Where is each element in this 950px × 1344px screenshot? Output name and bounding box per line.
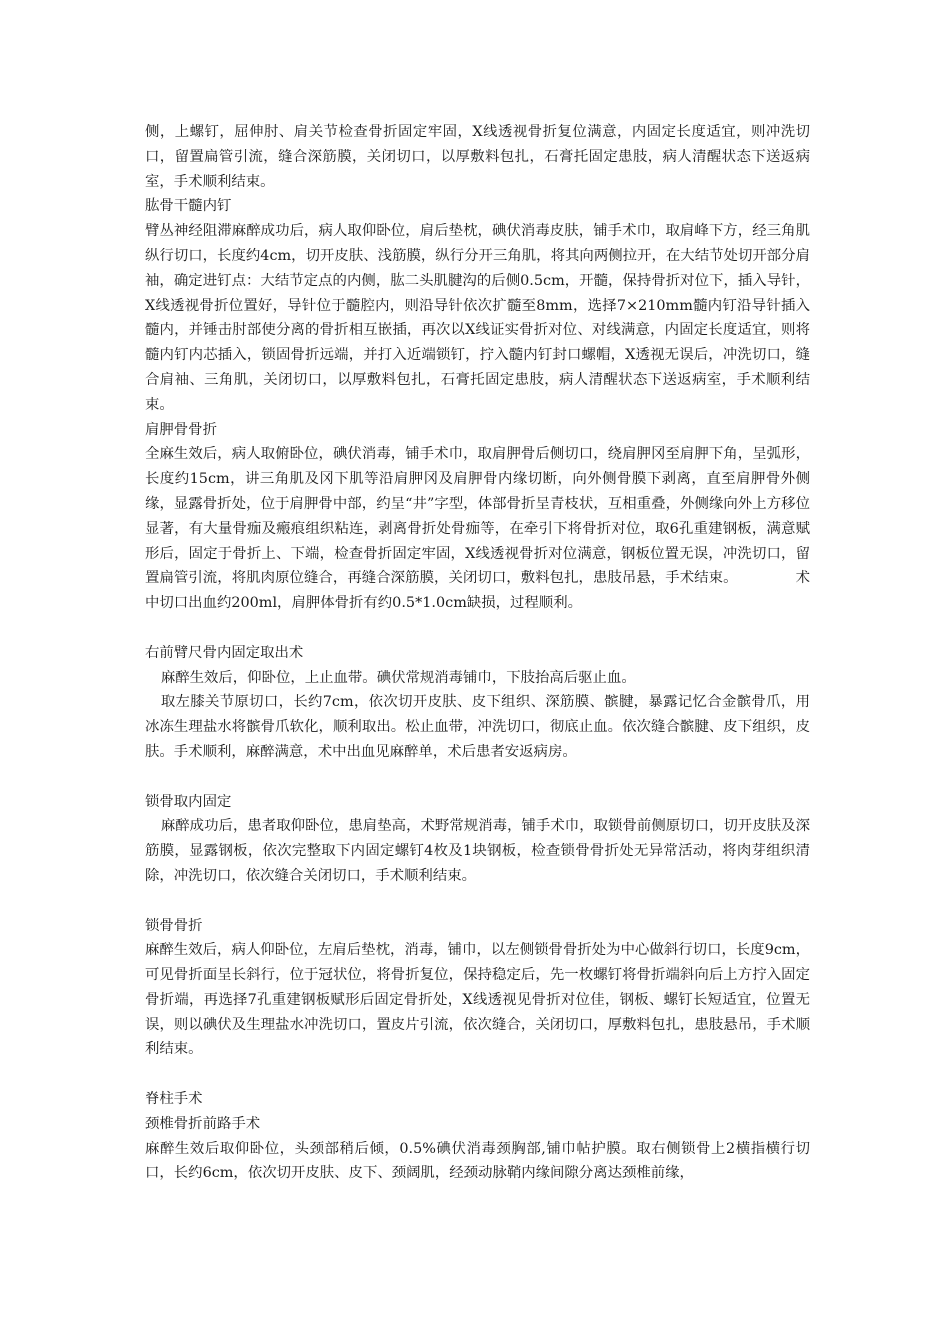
section-humerus-nail [145,194,810,417]
section-title: 锁骨取内固定 [145,793,232,810]
section-spine [145,1087,810,1186]
scapula-body: 全麻生效后，病人取俯卧位，碘伏消毒，铺手术巾，取肩胛骨后侧切口，绕肩胛冈至肩胛下角，呈弧形，长度约15cm，讲三角肌及冈下肌等沿肩胛冈及肩胛骨内缘切断，向外侧骨膜下剥离，直至肩胛骨外侧缘，显露骨折处，位于肩胛骨中部，约呈“井”字型，体部骨折呈青枝状，互相重叠，外侧缘向外上方移位显著，有大量骨痂及瘢痕组织粘连，剥离骨折处骨痂等，在牵引下将骨折对位，取6孔重建钢板，满意赋形后，固定于骨折上、下端，检查骨折固定牢固，X线透视骨折对位满意，钢板位置无误，冲洗切口，留置扁管引流，将肌肉原位缝合，再缝合深筋膜，关闭切口，敷料包扎，患肢吊悬，手术结束。 [145,446,810,587]
blank-line [145,765,810,790]
section-ulna-removal [145,641,810,765]
document-page [145,120,810,1186]
section-scapula [145,418,810,616]
paragraph: 取左膝关节原切口，长约7cm，依次切开皮肤、皮下组织、深筋膜、髌腱，暴露记忆合金髌骨爪，用冰冻生理盐水将髌骨爪软化，顺利取出。松止血带，冲洗切口，彻底止血。依次缝合髌腱、皮下组织，皮肤。手术顺利，麻醉满意，术中出血见麻醉单，术后患者安返病房。 [145,694,810,760]
section-title: 锁骨骨折 [145,917,203,934]
blank-line [145,889,810,914]
paragraph: 麻醉成功后，患者取仰卧位，患肩垫高，术野常规消毒，铺手术巾，取锁骨前侧原切口，切开皮肤及深筋膜，显露钢板，依次完整取下内固定螺钉4枚及1块钢板，检查锁骨骨折处无异常活动，将肉芽组织清除，冲洗切口，依次缝合关闭切口，手术顺利结束。 [145,818,810,884]
section-clavicle-fracture [145,914,810,1063]
section-title: 右前臂尺骨内固定取出术 [145,644,304,661]
paragraph: 麻醉生效后，仰卧位，上止血带。碘伏常规消毒铺巾，下肢抬高后驱止血。 [160,669,636,686]
section-subtitle: 颈椎骨折前路手术 [145,1115,261,1132]
section-title: 脊柱手术 [145,1091,203,1108]
paragraph [145,442,810,616]
blank-line [145,616,810,641]
section-clavicle-removal [145,790,810,889]
paragraph: 臂丛神经阻滞麻醉成功后，病人取仰卧位，肩后垫枕，碘伏消毒皮肤，铺手术巾，取肩峰下方，经三角肌纵行切口，长度约4cm，切开皮肤、浅筋膜，纵行分开三角肌，将其向两侧拉开，在大结节处切开部分肩袖，确定进钉点：大结节定点的内侧，肱二头肌腱沟的后侧0.5cm，开髓，保持骨折对位下，插入导针，X线透视骨折位置好，导针位于髓腔内，则沿导针依次扩髓至8mm，选择7×210mm髓内钉沿导针插入髓内，并锤击肘部使分离的骨折相互嵌插，再次以X线证实骨折对位、对线满意，内固定长度适宜，则将髓内钉内芯插入，锁固骨折远端，并打入近端锁钉，拧入髓内钉封口螺帽，X透视无误后，冲洗切口，缝合肩袖、三角肌，关闭切口，以厚敷料包扎，石膏托固定患肢，病人清醒状态下送返病室，手术顺利结束。 [145,223,810,413]
section-title: 肱骨干髓内钉 [145,198,232,215]
scapula-note: 术中切口出血约200ml，肩胛体骨折有约0.5*1.0cm缺损，过程顺利。 [145,570,810,612]
blank-line [145,1062,810,1087]
section-title: 肩胛骨骨折 [145,421,217,438]
paragraph: 麻醉生效后取仰卧位，头颈部稍后倾，0.5%碘伏消毒颈胸部,铺巾帖护膜。取右侧锁骨上2横指横行切口，长约6cm，依次切开皮肤、皮下、颈阔肌，经颈动脉鞘内缘间隙分离达颈椎前缘， [145,1140,810,1182]
paragraph: 麻醉生效后，病人仰卧位，左肩后垫枕，消毒，铺巾，以左侧锁骨骨折处为中心做斜行切口，长度9cm，可见骨折面呈长斜行，位于冠状位，将骨折复位，保持稳定后，先一枚螺钉将骨折端斜向后上方拧入固定骨折端，再选择7孔重建钢板赋形后固定骨折处，X线透视见骨折对位佳，钢板、螺钉长短适宜，位置无误，则以碘伏及生理盐水冲洗切口，置皮片引流，依次缝合，关闭切口，厚敷料包扎，患肢悬吊，手术顺利结束。 [145,942,810,1058]
section-humerus-plate-continued [145,120,810,194]
paragraph: 侧，上螺钉，屈伸肘、肩关节检查骨折固定牢固，X线透视骨折复位满意，内固定长度适宜，则冲洗切口，留置扁管引流，缝合深筋膜，关闭切口，以厚敷料包扎，石膏托固定患肢，病人清醒状态下送返病室，手术顺利结束。 [145,124,810,190]
